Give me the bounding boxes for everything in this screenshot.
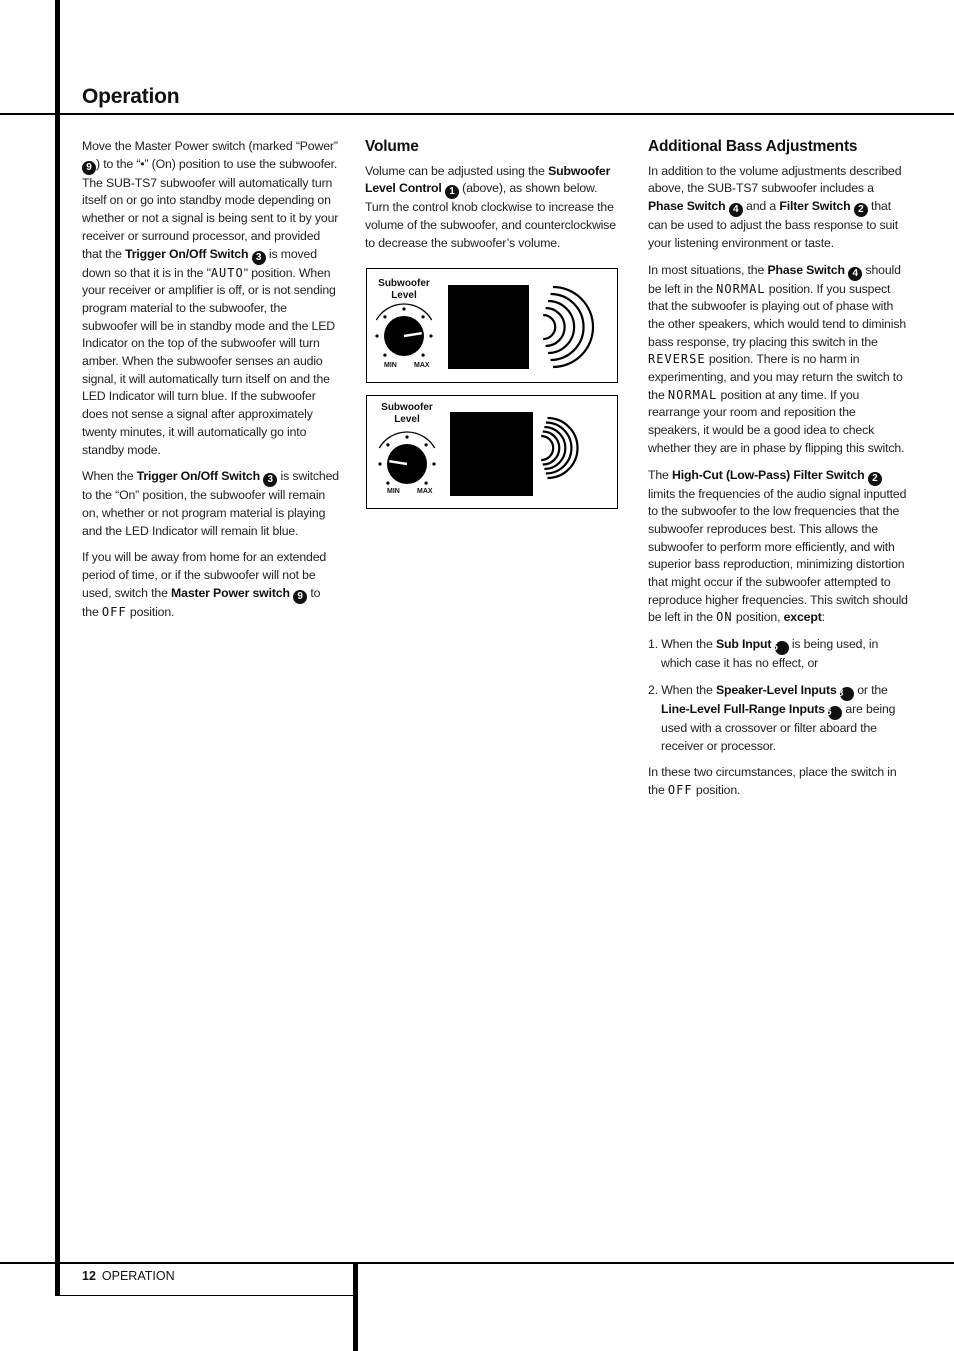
callout-number-badge: 2 [868,472,882,486]
text-run: " position. When your receiver or amplifier is off, or is not sending program material to the subwoofer, the subwoofer will be in standby mode and the LED Indicator on the top of the subwoofer will turn amber. When the subwoofer senses an audio signal, it will automatically turn itself on and the LED Indicator will turn blue. If the subwoofer does not sense a signal after approximately twenty minutes, it will automatically go into standby mode. [82,265,336,457]
list-item [648,636,908,673]
figure-label-line1: Subwoofer [381,402,433,413]
bold-term: Master Power switch [171,585,290,600]
scale-dot [424,443,427,446]
callout-number-badge: 5 [775,641,789,655]
text-run: and a [742,199,780,214]
switch-position-label: REVERSE [648,352,706,367]
text-run: The [648,467,673,482]
scale-dot [421,315,424,318]
subwoofer-panel-graphic [450,412,533,496]
text-run: position. There is no harm in experimenting, and you may return the switch to the [648,352,903,402]
sound-wave [541,436,553,460]
text-run: to the [82,585,321,619]
bold-term: Subwoofer Level Control [365,163,611,196]
scale-dot [378,462,381,465]
scale-dot [402,307,405,310]
callout-number-badge: 1 [445,185,459,199]
switch-position-label: AUTO [210,265,244,280]
callout-number-badge: 9 [82,161,96,175]
switch-position-label: NORMAL [667,387,718,402]
min-label: MIN [387,488,400,495]
paragraph [82,549,340,621]
text-run: position. [126,604,175,619]
bold-term: except [783,610,822,625]
text-run: Volume can be adjusted using the [365,163,549,178]
text-run: When the [82,469,137,484]
callout-number-badge: 3 [263,473,277,487]
footer-divider-bar [353,1262,358,1351]
page-title: Operation [82,85,180,108]
switch-position-label: NORMAL [716,281,766,296]
footer-section: OPERATION [101,1269,175,1283]
scale-dot [375,334,378,337]
text-run: is being used, in which case it has no effect, or [661,637,879,671]
max-label: MAX [414,362,430,369]
text-run: that can be used to adjust the bass response to suit your listening environment or taste. [648,199,898,250]
text-run: 2. When the [648,682,716,697]
bold-term: Filter Switch [779,199,851,214]
text-run: position, [732,610,784,625]
scale-dot [424,481,427,484]
section-heading-bass: Additional Bass Adjustments [648,138,858,155]
scale-dot [421,353,424,356]
paragraph [648,163,908,253]
scale-dot [429,334,432,337]
paragraph [648,262,908,458]
callout-number-badge: 6 [828,706,842,720]
scale-dot [383,353,386,356]
column-middle [365,138,619,262]
text-run: ) to the “•” (On) position to use the subwoofer. The SUB-TS7 subwoofer will automatically turn itself on or go into standby mode depending on whether or not a signal is being sent to it by your receiver or surround processor, and provided that the [82,156,339,261]
callout-number-badge: 4 [729,203,743,217]
bold-term: Trigger On/Off Switch [125,246,249,261]
level-knob-figure-min [366,395,618,509]
paragraph [82,138,340,459]
sound-wave [544,427,565,469]
knob-icon [378,432,435,485]
level-knob-figure-max [366,268,618,383]
list-item [648,682,908,755]
bold-term: Phase Switch [767,262,845,277]
text-run: are being used with a crossover or filter aboard the receiver or processor. [661,701,896,753]
text-run: position at any time. If you rearrange your room and reposition the speakers, it would be a good idea to check whether they are in phase by flipping this switch. [648,387,905,455]
text-run: Move the Master Power switch (marked “Power” [82,139,338,153]
callout-number-badge: 2 [854,203,868,217]
min-label: MIN [384,362,397,369]
paragraph [648,467,908,628]
paragraph [365,163,619,253]
text-run: If you will be away from home for an extended period of time, or if the subwoofer will not be used, switch the [82,550,327,600]
text-run: In most situations, the [648,262,768,277]
text-run: : [821,610,825,625]
text-run: (above), as shown below. Turn the control knob clockwise to increase the volume of the subwoofer, and counterclockwise to decrease the subwoofer’s volume. [365,181,616,250]
text-run: should be left in the [648,262,901,296]
text-run: or the [853,682,888,697]
bold-term: Sub Input [715,637,772,652]
scale-dot [383,315,386,318]
footer [82,1269,175,1283]
text-run: In addition to the volume adjustments described above, the SUB-TS7 subwoofer includes a [648,163,902,196]
switch-position-label: OFF [101,604,127,619]
switch-position-label: ON [716,610,733,625]
bold-term: Trigger On/Off Switch [136,469,260,484]
scale-dot [432,462,435,465]
title-rule [0,113,954,115]
column-right [648,138,908,809]
sound-wave [543,315,555,339]
figure-label-line2: Level [391,290,417,301]
switch-position-label: OFF [667,782,693,797]
text-run: is moved down so that it is in the " [82,246,317,280]
text-run: position. [692,782,741,797]
sound-wave [548,418,578,478]
text-run: limits the frequencies of the audio signal inputted to the subwoofer to the low frequencies that the subwoofer reproduces best. This allows the subwoofer to perform more efficiently, and with superior bass reproduction, minimizing distortion that might occur if the subwoofer attempted to reproduce higher frequencies. This switch should be left in the [648,486,908,625]
section-heading-volume: Volume [365,138,419,155]
bold-term: Speaker-Level Inputs [715,682,837,697]
paragraph [82,468,340,540]
callout-number-badge: 8 [840,687,854,701]
paragraph [648,764,908,799]
bold-term: Line-Level Full-Range Inputs [661,701,825,716]
figure-label-line2: Level [394,414,420,425]
column-left [82,138,340,630]
sound-waves-icon [541,418,577,478]
scale-dot [386,481,389,484]
text-run: 1. When the [648,637,716,652]
scale-dot [405,435,408,438]
text-run: is switched to the “On” position, the subwoofer will remain on, whether or not program material is playing and the LED Indicator will remain lit blue. [82,469,339,538]
text-run: In these two circumstances, place the switch in the [648,765,897,797]
page-number: 12 [82,1269,96,1283]
callout-number-badge: 3 [252,251,266,265]
bold-term: Phase Switch [648,199,726,214]
scale-dot [386,443,389,446]
text-run: position. If you suspect that the subwoofer is playing out of phase with the other speakers, which would tend to diminish bass response, try placing this switch in the [648,281,907,349]
left-margin-bar [55,0,60,1296]
bold-term: High-Cut (Low-Pass) Filter Switch [672,467,865,482]
max-label: MAX [417,488,433,495]
knob-icon [375,304,432,357]
subwoofer-panel-graphic [448,285,529,369]
callout-number-badge: 9 [293,590,307,604]
sound-waves-icon [543,287,593,367]
figure-label-line1: Subwoofer [378,278,430,289]
callout-number-badge: 4 [848,267,862,281]
